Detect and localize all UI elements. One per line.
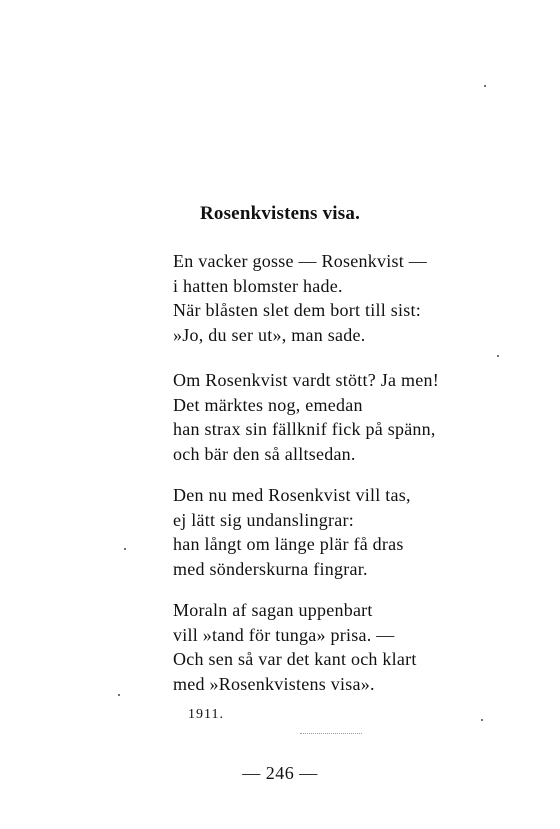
verse-line: En vacker gosse — Rosenkvist — xyxy=(173,251,427,271)
verse-line: När blåsten slet dem bort till sist: xyxy=(173,300,421,321)
poem-title: Rosenkvistens visa. xyxy=(199,203,361,224)
poem-year: 1911. xyxy=(188,707,224,722)
verse-line: Det märktes nog, emedan xyxy=(173,394,363,415)
paper-speck xyxy=(481,719,483,721)
paper-speck xyxy=(124,548,126,550)
verse-line: ej lätt sig undanslingrar: xyxy=(173,509,354,530)
verse-line: han strax sin fällknif fick på spänn, xyxy=(173,419,436,440)
verse-line: »Jo, du ser ut», man sade. xyxy=(173,324,366,345)
paper-speck xyxy=(497,355,499,357)
verse-line: Moraln af sagan uppenbart xyxy=(173,600,373,620)
stanza-3 xyxy=(173,483,493,581)
stanza-1 xyxy=(173,249,493,347)
stanza-2 xyxy=(173,368,493,466)
verse-line: Den nu med Rosenkvist vill tas, xyxy=(173,485,411,505)
verse-line: Om Rosenkvist vardt stött? Ja men! xyxy=(173,370,439,390)
paper-speck xyxy=(484,85,486,87)
verse-line: Och sen så var det kant och klart xyxy=(173,649,417,670)
faint-divider xyxy=(300,733,362,734)
verse-line: och bär den så alltsedan. xyxy=(173,443,356,464)
verse-line: vill »tand för tunga» prisa. — xyxy=(173,624,395,645)
paper-speck xyxy=(118,694,120,696)
verse-line: med sönderskurna fingrar. xyxy=(173,558,368,579)
verse-line: han långt om länge plär få dras xyxy=(173,534,404,555)
stanza-4 xyxy=(173,598,493,696)
verse-line: i hatten blomster hade. xyxy=(173,275,343,296)
page-number: — 246 — xyxy=(242,763,318,783)
verse-line: med »Rosenkvistens visa». xyxy=(173,673,375,694)
